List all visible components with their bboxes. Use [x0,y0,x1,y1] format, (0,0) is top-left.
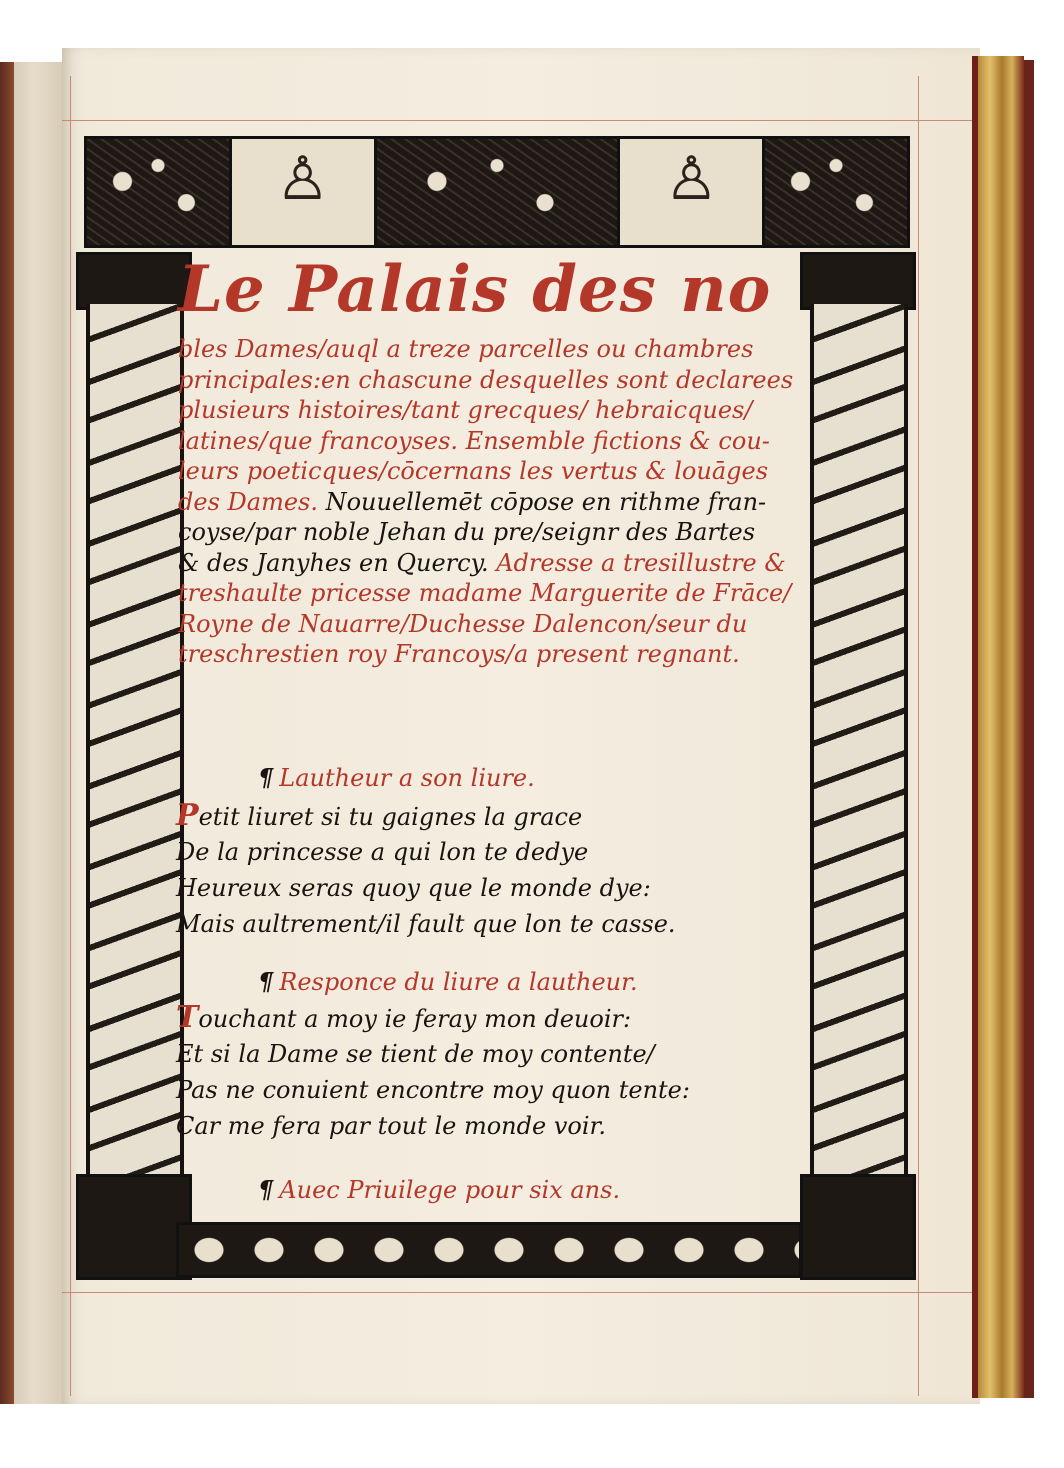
woodcut-top-border [84,136,910,248]
ruling-line-bottom [62,1292,972,1293]
stanza2-heading [258,966,638,998]
intro-line: leurs poeticques/cōcernans les vertus & louāges [178,457,769,485]
stanza2-line: Et si la Dame se tient de moy contente/ [176,1040,655,1068]
author-line [178,548,798,579]
author-line-part: Adresse a tresillustre & [488,548,786,577]
intro-line: principales:en chascune desquelles sont declarees [178,365,794,394]
stanza1-line: De la princesse a qui lon te dedye [176,838,589,866]
left-column-capital [76,252,192,310]
stanza1-heading [258,762,535,794]
angel-horn-icon: ♙ [232,139,377,245]
vase-ornament-icon [87,139,232,245]
intro-line: latines/que francoyses. Ensemble fictions & cou- [178,426,770,455]
foliage-ornament [377,139,621,245]
stanza1-line: Heureux seras quoy que le monde dye: [176,874,651,902]
left-column-base [76,1174,192,1280]
rubricated-initial: T [176,1000,199,1035]
author-line-part: des Dames. [178,487,318,516]
ruling-line-left [70,76,71,1396]
stanza2-line [176,1002,631,1035]
stanza2-line-text: ouchant a moy ie feray mon deuoir: [198,1005,632,1033]
dedication-line: treschrestien roy Francoys/a present regnant. [178,640,740,668]
page-title: Le Palais des no [178,252,772,327]
intro-line: bles Dames/auql a treze parcelles ou chambres [178,335,754,363]
pilcrow-icon: ¶ [258,967,274,996]
right-twisted-column [810,304,908,1174]
title-text-block [178,246,798,670]
privilege-text: Auec Priuilege pour six ans. [279,1176,621,1204]
stanza2-line: Pas ne conuient encontre moy quon tente: [176,1076,690,1104]
ruling-line-right [918,76,919,1396]
stanza1-line: Mais aultrement/il fault que lon te casse. [176,910,676,938]
author-line: coyse/par noble Jehan du pre/seignr des Bartes [178,518,756,546]
left-binding [0,62,14,1404]
binding-board [1024,60,1034,1398]
pilcrow-icon: ¶ [258,763,274,792]
rubricated-initial: P [176,798,199,833]
pilcrow-icon: ¶ [258,1175,274,1204]
author-line-part: & des Janyhes en Quercy. [178,548,489,577]
right-column-capital [800,252,916,310]
intro-line: plusieurs histoires/tant grecques/ hebraicques/ [178,396,753,424]
angel-viol-icon: ♙ [620,139,765,245]
privilege-line [258,1174,620,1206]
ruling-line-top [62,120,972,121]
stanza2-line: Car me fera par tout le monde voir. [176,1112,606,1140]
stanza1-line-text: etit liuret si tu gaignes la grace [198,803,583,831]
right-column-base [800,1174,916,1280]
author-line-part: Nouuellemēt cōpose en rithme fran- [317,487,767,516]
stanza2-heading-text: Responce du liure a lautheur. [279,968,638,996]
dedication-line: treshaulte pricesse madame Marguerite de Frāce/ [178,579,792,607]
stanza1-line [176,800,582,833]
stanza1-heading-text: Lautheur a son liure. [279,764,535,792]
author-line [178,487,798,518]
woodcut-bottom-border [176,1222,802,1278]
dedication-line: Royne de Nauarre/Duchesse Dalencon/seur du [178,609,748,638]
gilt-fore-edge [972,56,1024,1398]
vase-ornament-icon [765,139,907,245]
left-twisted-column [86,304,184,1174]
